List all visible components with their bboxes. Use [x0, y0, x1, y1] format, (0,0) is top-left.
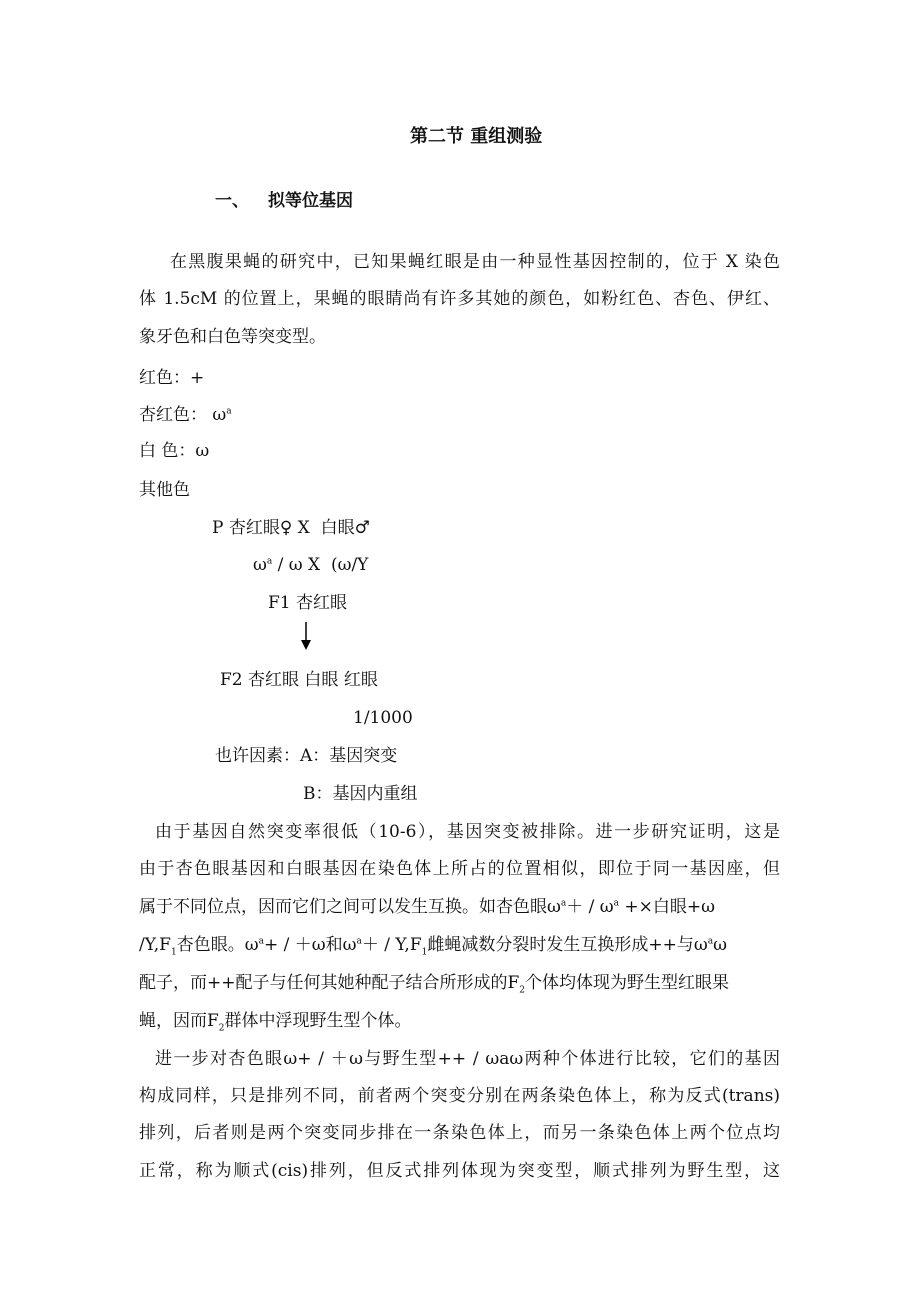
para2-line: $/Y,F_1$杏色眼。$\omega^a+ / +\omega$和$\omega^a+ / Y,F_1$雌蝇减数分裂时发生互换形成++与$\omega^a\omega$	[139, 935, 727, 958]
para3-line: 构成同样，只是排列不同，前者两个突变分别在两条染色体上，称为反式(trans)	[139, 1086, 780, 1106]
cross-parents: P 杏红眼♀ X 白眼♂	[212, 518, 370, 538]
para2-line: 属于不同位点，因而它们之间可以发生互换。如杏色眼$\omega^a+ / \omega^a$ +×白眼+ω	[139, 897, 716, 917]
para2-line: 蝇，因而$F_2$群体中浮现野生型个体。	[139, 1011, 412, 1034]
cross-f1: F1 杏红眼	[268, 593, 348, 613]
allele-red: 红色：+	[139, 368, 205, 388]
cross-ratio: 1/1000	[353, 708, 413, 728]
section-title: 第二节 重组测验	[410, 126, 543, 147]
para3-line: 排列，后者则是两个突变同步排在一条染色体上，而另一条染色体上两个位点均	[139, 1123, 780, 1143]
allele-apricot: 杏红色： $\omega^a$	[139, 405, 232, 425]
allele-other: 其他色	[139, 480, 190, 500]
cross-genotypes: $\omega^a$ / ω X (ω/Y	[253, 555, 369, 575]
para1-line: 在黑腹果蝇的研究中，已知果蝇红眼是由一种显性基因控制的，位于 X 染色	[170, 252, 780, 272]
cause-b: B：基因内重组	[303, 784, 418, 804]
para3-line: 正常，称为顺式(cis)排列，但反式排列体现为突变型，顺式排列为野生型，这	[139, 1161, 780, 1181]
heading-number: 一、	[215, 191, 249, 211]
para2-line: 由于杏色眼基因和白眼基因在染色体上所占的位置相似，即位于同一基因座，但	[139, 859, 780, 879]
para1-line: 体 1.5cM 的位置上，果蝇的眼睛尚有许多其她的颜色，如粉红色、杏色、伊红、	[139, 289, 780, 309]
para1-line: 象牙色和白色等突变型。	[139, 327, 326, 347]
heading-title: 拟等位基因	[268, 191, 353, 211]
para2-line: 由于基因自然突变率很低（10-6），基因突变被排除。进一步研究证明，这是	[155, 822, 780, 842]
down-arrow-icon	[300, 622, 312, 650]
para2-line: 配子，而++配子与任何其她种配子结合所形成的$F_2$个体均体现为野生型红眼果	[139, 973, 730, 996]
cause-a: 也许因素：A：基因突变	[215, 746, 398, 766]
cross-f2: F2 杏红眼 白眼 红眼	[220, 670, 378, 690]
allele-white: 白 色：ω	[139, 441, 210, 461]
para3-line: 进一步对杏色眼ω+ / ＋ω与野生型++ / ωaω两种个体进行比较，它们的基因	[155, 1049, 780, 1069]
